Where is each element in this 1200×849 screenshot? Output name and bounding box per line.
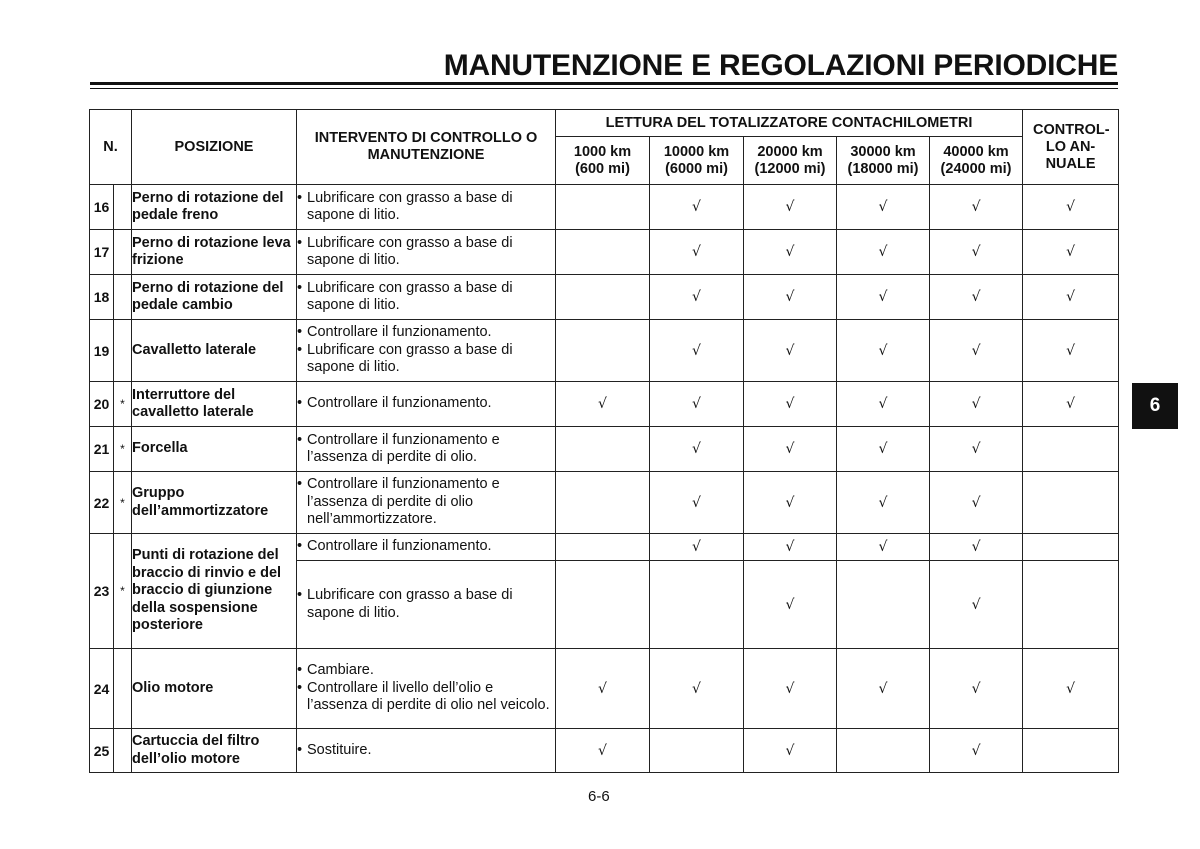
row-actions <box>297 649 556 729</box>
action-item: • Controllare il funzionamento e l’assenza di perdite di olio nell’ammortizzatore. <box>297 476 500 528</box>
check-interval-2: √ <box>744 382 837 427</box>
check-interval-1: √ <box>650 534 744 561</box>
row-actions <box>297 230 556 275</box>
row-number: 22 <box>90 472 114 534</box>
check-interval-3: √ <box>837 427 930 472</box>
check-interval-4: √ <box>930 729 1023 773</box>
action-item: • Controllare il livello dell’olio e l’assenza di perdite di olio nel veicolo. <box>297 679 550 714</box>
check-interval-2: √ <box>744 729 837 773</box>
header-intervention: INTERVENTO DI CONTROLLO O MANUTENZIONE <box>297 110 556 185</box>
check-interval-3: √ <box>837 320 930 382</box>
action-item: • Controllare il funzionamento. <box>297 324 492 341</box>
table-row <box>90 382 1119 427</box>
check-interval-2: √ <box>744 561 837 649</box>
row-number: 25 <box>90 729 114 773</box>
check-interval-4: √ <box>930 275 1023 320</box>
interval-mi: (600 mi) <box>575 160 630 177</box>
check-interval-1: √ <box>650 382 744 427</box>
check-interval-4: √ <box>930 230 1023 275</box>
header-interval-2 <box>744 137 837 185</box>
header-num: N. <box>90 110 132 185</box>
chapter-tab: 6 <box>1132 383 1178 429</box>
page-title: MANUTENZIONE E REGOLAZIONI PERIODICHE <box>443 49 1118 82</box>
check-interval-4: √ <box>930 185 1023 230</box>
check-interval-0 <box>556 320 650 382</box>
action-item: • Sostituire. <box>297 741 372 758</box>
row-star: * <box>114 382 132 427</box>
title-rule-thick <box>90 82 1118 85</box>
check-interval-3: √ <box>837 649 930 729</box>
table-row <box>90 275 1119 320</box>
action-item: • Lubrificare con grasso a base di sapone di litio. <box>297 234 513 268</box>
check-interval-2: √ <box>744 472 837 534</box>
table-row <box>90 534 1119 561</box>
check-interval-0: √ <box>556 729 650 773</box>
check-annual: √ <box>1023 230 1119 275</box>
check-interval-4: √ <box>930 427 1023 472</box>
check-interval-2: √ <box>744 534 837 561</box>
row-position: Punti di rotazione del braccio di rinvio e del braccio di giunzione della sospensione posteriore <box>132 534 297 649</box>
check-interval-4: √ <box>930 561 1023 649</box>
check-interval-4: √ <box>930 649 1023 729</box>
action-item: • Lubrificare con grasso a base di sapone di litio. <box>297 279 513 313</box>
check-interval-1: √ <box>650 185 744 230</box>
check-interval-2: √ <box>744 649 837 729</box>
check-interval-4: √ <box>930 472 1023 534</box>
check-annual: √ <box>1023 382 1119 427</box>
interval-km: 1000 km <box>573 143 632 160</box>
check-interval-3: √ <box>837 382 930 427</box>
check-interval-3: √ <box>837 185 930 230</box>
row-number: 23 <box>90 534 114 649</box>
action-item: • Lubrificare con grasso a base di sapone di litio. <box>297 587 513 621</box>
interval-km: 40000 km <box>943 143 1009 160</box>
table-row <box>90 472 1119 534</box>
row-actions <box>297 382 556 427</box>
action-item: • Controllare il funzionamento. <box>297 538 492 555</box>
check-annual: √ <box>1023 320 1119 382</box>
row-position: Olio motore <box>132 649 297 729</box>
row-position: Perno di rotazione del pedale cambio <box>132 275 297 320</box>
row-number: 20 <box>90 382 114 427</box>
action-item: • Lubrificare con grasso a base di sapone di litio. <box>297 189 513 223</box>
check-interval-1: √ <box>650 427 744 472</box>
check-interval-2: √ <box>744 320 837 382</box>
row-number: 17 <box>90 230 114 275</box>
row-number: 21 <box>90 427 114 472</box>
row-star: * <box>114 427 132 472</box>
check-interval-2: √ <box>744 427 837 472</box>
table-row <box>90 649 1119 729</box>
check-interval-1: √ <box>650 320 744 382</box>
table-row <box>90 320 1119 382</box>
check-interval-0 <box>556 427 650 472</box>
check-interval-0 <box>556 185 650 230</box>
page-number: 6-6 <box>588 788 610 805</box>
header-odometer: LETTURA DEL TOTALIZZATORE CONTACHILOMETRI <box>556 110 1023 137</box>
row-actions <box>297 320 556 382</box>
check-interval-3: √ <box>837 472 930 534</box>
interval-mi: (18000 mi) <box>847 160 919 177</box>
header-annual: CONTROL-LO AN-NUALE <box>1023 110 1119 185</box>
action-item: • Cambiare. <box>297 662 374 679</box>
interval-km: 20000 km <box>757 143 823 160</box>
row-star <box>114 729 132 773</box>
check-interval-1: √ <box>650 230 744 275</box>
interval-km: 10000 km <box>663 143 730 160</box>
check-interval-1: √ <box>650 472 744 534</box>
row-position: Perno di rotazione del pedale freno <box>132 185 297 230</box>
row-number: 16 <box>90 185 114 230</box>
check-interval-0 <box>556 561 650 649</box>
row-actions <box>297 427 556 472</box>
check-interval-1: √ <box>650 649 744 729</box>
header-position: POSIZIONE <box>132 110 297 185</box>
action-item: • Controllare il funzionamento e l’assenza di perdite di olio. <box>297 431 500 465</box>
row-position: Perno di rotazione leva frizione <box>132 230 297 275</box>
row-star <box>114 320 132 382</box>
row-position: Cavalletto laterale <box>132 320 297 382</box>
row-star <box>114 275 132 320</box>
header-interval-0 <box>556 137 650 185</box>
row-position: Cartuccia del filtro dell’olio motore <box>132 729 297 773</box>
row-actions <box>297 275 556 320</box>
check-annual <box>1023 472 1119 534</box>
header-interval-3 <box>837 137 930 185</box>
interval-mi: (12000 mi) <box>754 160 826 177</box>
row-number: 24 <box>90 649 114 729</box>
table-row <box>90 729 1119 773</box>
row-star <box>114 649 132 729</box>
check-interval-3 <box>837 729 930 773</box>
row-actions <box>297 472 556 534</box>
table-row <box>90 427 1119 472</box>
row-star <box>114 185 132 230</box>
maintenance-table <box>89 109 1119 773</box>
row-star <box>114 230 132 275</box>
check-annual: √ <box>1023 275 1119 320</box>
action-item: • Lubrificare con grasso a base di sapone di litio. <box>297 341 513 376</box>
check-interval-1 <box>650 729 744 773</box>
title-rule-thin <box>90 88 1118 89</box>
check-interval-0 <box>556 534 650 561</box>
check-annual: √ <box>1023 185 1119 230</box>
check-interval-0 <box>556 230 650 275</box>
check-interval-3: √ <box>837 275 930 320</box>
row-position: Interruttore del cavalletto laterale <box>132 382 297 427</box>
table-row <box>90 230 1119 275</box>
check-interval-2: √ <box>744 275 837 320</box>
row-star: * <box>114 534 132 649</box>
interval-mi: (6000 mi) <box>665 160 728 177</box>
check-interval-0 <box>556 472 650 534</box>
header-interval-4 <box>930 137 1023 185</box>
check-interval-4: √ <box>930 534 1023 561</box>
check-interval-2: √ <box>744 185 837 230</box>
table-row <box>90 185 1119 230</box>
check-interval-4: √ <box>930 320 1023 382</box>
check-interval-0: √ <box>556 382 650 427</box>
row-position: Forcella <box>132 427 297 472</box>
row-number: 19 <box>90 320 114 382</box>
check-interval-0: √ <box>556 649 650 729</box>
row-actions <box>297 729 556 773</box>
row-number: 18 <box>90 275 114 320</box>
row-actions <box>297 561 556 649</box>
check-annual <box>1023 534 1119 561</box>
check-annual <box>1023 729 1119 773</box>
check-annual <box>1023 427 1119 472</box>
row-actions <box>297 534 556 561</box>
check-interval-1 <box>650 561 744 649</box>
check-interval-2: √ <box>744 230 837 275</box>
header-interval-1 <box>650 137 744 185</box>
action-item: • Controllare il funzionamento. <box>297 395 492 412</box>
interval-mi: (24000 mi) <box>940 160 1012 177</box>
check-interval-3: √ <box>837 534 930 561</box>
row-actions <box>297 185 556 230</box>
row-position: Gruppo dell’ammortizzatore <box>132 472 297 534</box>
check-interval-4: √ <box>930 382 1023 427</box>
check-interval-3 <box>837 561 930 649</box>
check-annual <box>1023 561 1119 649</box>
check-interval-0 <box>556 275 650 320</box>
row-star: * <box>114 472 132 534</box>
interval-km: 30000 km <box>850 143 916 160</box>
check-annual: √ <box>1023 649 1119 729</box>
check-interval-1: √ <box>650 275 744 320</box>
check-interval-3: √ <box>837 230 930 275</box>
